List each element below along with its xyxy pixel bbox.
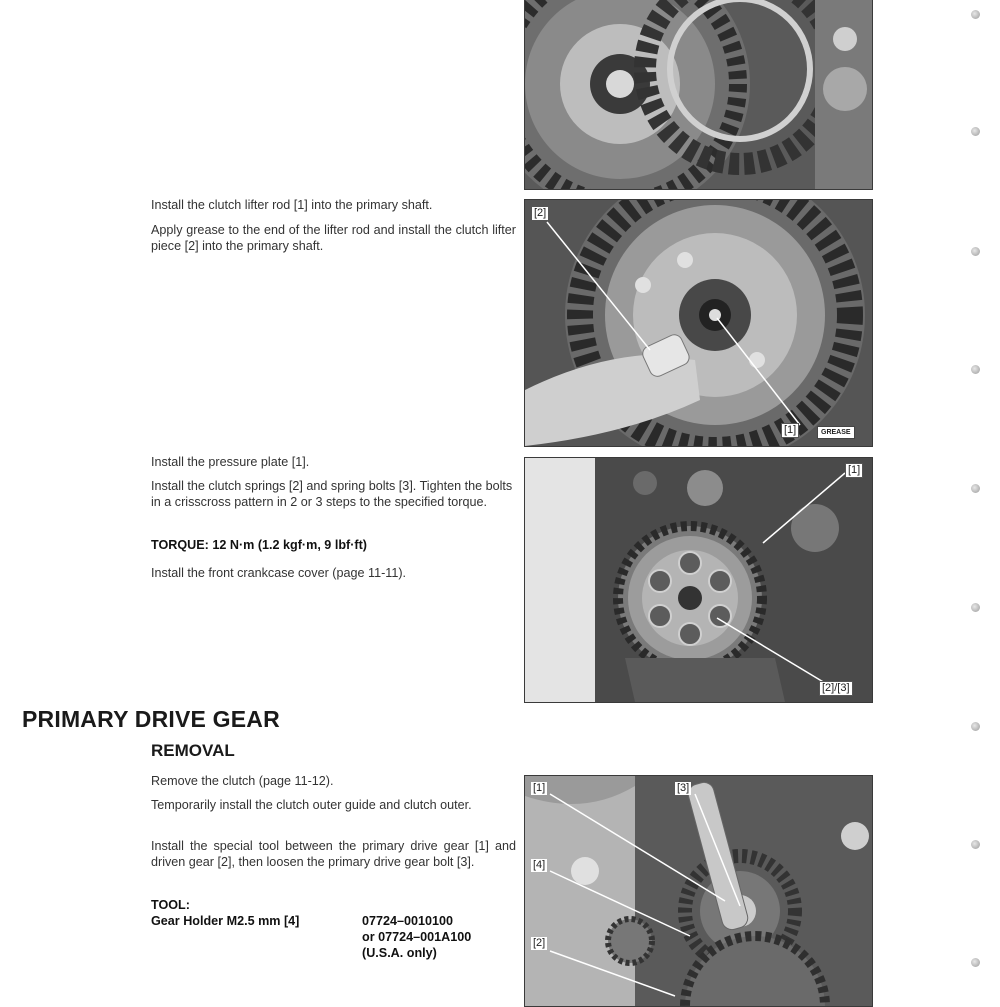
callout-lifter-piece: [2] bbox=[531, 206, 549, 221]
pressure-plate-instruction: Install the pressure plate [1]. bbox=[151, 455, 310, 469]
tool-number-2: or 07724–001A100 bbox=[362, 930, 472, 944]
binder-hole-icon bbox=[971, 365, 980, 374]
cover-instruction: Install the front crankcase cover (page 11-11). bbox=[151, 566, 407, 580]
torque-spec: TORQUE: 12 N·m (1.2 kgf·m, 9 lbf·ft) bbox=[151, 538, 367, 552]
tool-number-3: (U.S.A. only) bbox=[362, 946, 437, 960]
lifter-rod-instruction: Install the clutch lifter rod [1] into the primary shaft. bbox=[151, 198, 433, 212]
tool-heading: TOOL: bbox=[151, 898, 190, 912]
gear-holder-photo bbox=[524, 775, 873, 1007]
callout-pressure-plate: [1] bbox=[845, 463, 863, 478]
tool-name: Gear Holder M2.5 mm [4] bbox=[151, 914, 300, 928]
pressure-plate-photo bbox=[524, 457, 873, 703]
callout-springs-bolts: [2]/[3] bbox=[819, 681, 853, 696]
binder-hole-icon bbox=[971, 10, 980, 19]
callout-gear-bolt: [3] bbox=[677, 782, 690, 794]
binder-hole-icon bbox=[971, 127, 980, 136]
binder-hole-icon bbox=[971, 484, 980, 493]
binder-hole-icon bbox=[971, 958, 980, 967]
tool-number-1: 07724–0010100 bbox=[362, 914, 454, 928]
clutch-photo-top bbox=[524, 0, 873, 190]
callout-gear-holder: [4] bbox=[533, 859, 546, 871]
special-tool-instruction: Install the special tool between the primary drive gear [1] and driven gear [2], then loosen the primary drive gear bolt [3]. bbox=[151, 839, 516, 869]
clutch-outer-instruction: Temporarily install the clutch outer guide and clutch outer. bbox=[151, 798, 472, 812]
subsection-title: REMOVAL bbox=[151, 741, 235, 760]
remove-clutch-instruction: Remove the clutch (page 11-12). bbox=[151, 774, 334, 788]
callout-lifter-rod: [1] bbox=[781, 423, 799, 438]
binder-hole-icon bbox=[971, 840, 980, 849]
binder-hole-icon bbox=[971, 722, 980, 731]
binder-hole-icon bbox=[971, 603, 980, 612]
grease-instruction: Apply grease to the end of the lifter rod and install the clutch lifter piece [2] into the primary shaft. bbox=[151, 223, 516, 253]
lifter-piece-photo bbox=[524, 199, 873, 447]
binder-hole-icon bbox=[971, 247, 980, 256]
section-title: PRIMARY DRIVE GEAR bbox=[22, 706, 280, 732]
springs-instruction: Install the clutch springs [2] and spring bolts [3]. Tighten the bolts in a crisscross pattern in 2 or 3 steps to the specified torque. bbox=[151, 479, 513, 509]
grease-symbol: GREASE bbox=[817, 426, 855, 439]
callout-driven-gear: [2] bbox=[533, 937, 546, 949]
callout-drive-gear: [1] bbox=[533, 782, 546, 794]
